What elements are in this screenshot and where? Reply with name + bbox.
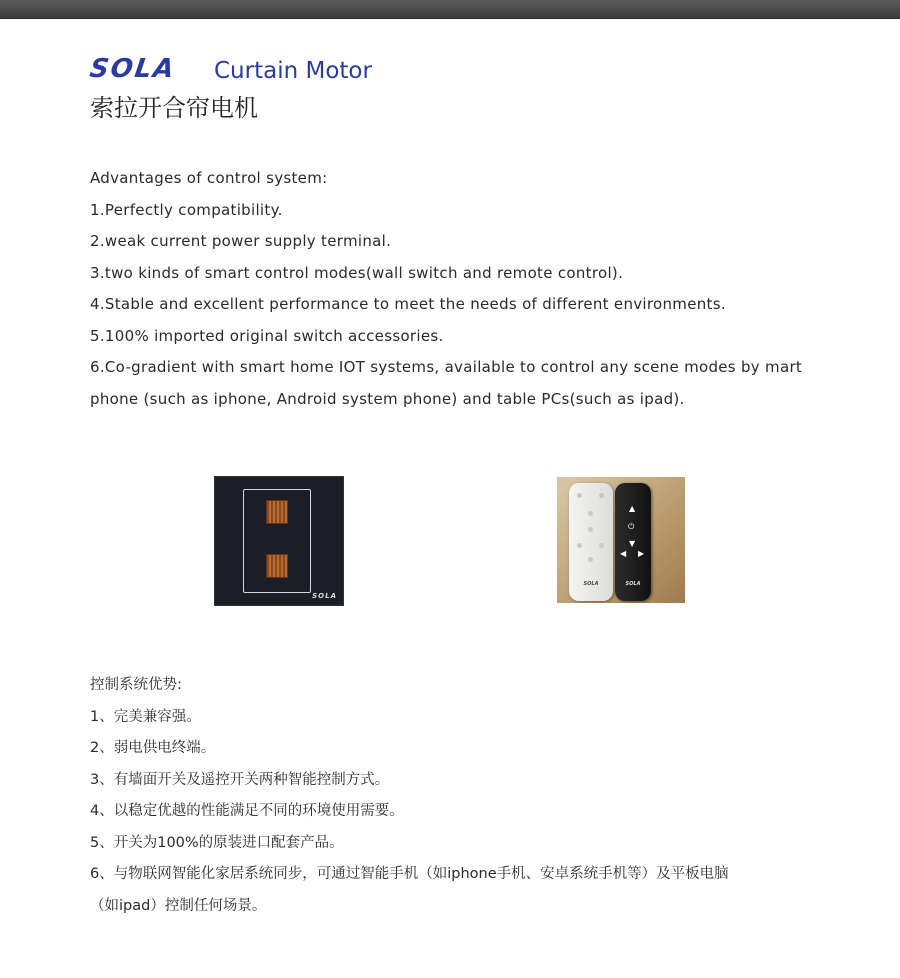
english-advantages-list: [90, 163, 810, 415]
remote-button: [588, 511, 593, 516]
remote-button: [599, 543, 604, 548]
sola-logo: SOLA: [87, 54, 178, 84]
remote-button: [577, 493, 582, 498]
down-arrow-icon: ▼: [629, 539, 636, 548]
switch-frame: [243, 489, 311, 593]
switch-logo: SOLA: [312, 592, 337, 600]
chinese-item-continued: （如ipad）控制任何场景。: [90, 897, 267, 914]
product-title-cn: 索拉开合帘电机: [90, 94, 258, 122]
chinese-item: 6、与物联网智能化家居系统同步，可通过智能手机（如iphone手机、安卓系统手机等）及平板电脑: [90, 866, 729, 882]
english-item: 2.weak current power supply terminal.: [90, 232, 392, 250]
chinese-item: 4、以稳定优越的性能满足不同的环境使用需要。: [90, 803, 404, 819]
close-curtain-key: [266, 554, 288, 578]
power-icon: ⏻: [628, 522, 635, 531]
top-bar: [0, 0, 900, 19]
chinese-item: 1、完美兼容强。: [90, 708, 201, 725]
left-arrow-icon: ◀: [620, 549, 627, 558]
remote-controls-image: [557, 477, 685, 603]
english-item: 6.Co-gradient with smart home IOT systems, available to control any scene modes by mart: [90, 358, 803, 376]
chinese-advantages-list: [90, 670, 850, 922]
chinese-item: 5、开关为100%的原装进口配套产品。: [90, 834, 344, 851]
chinese-heading: 控制系统优势:: [90, 677, 182, 693]
english-item: 3.two kinds of smart control modes(wall switch and remote control).: [90, 263, 624, 282]
remote-button: [599, 493, 604, 498]
wall-switch-image: [214, 476, 344, 606]
up-arrow-icon: ▲: [629, 504, 636, 513]
black-remote: [615, 483, 651, 601]
remote-button: [588, 557, 593, 562]
product-subtitle: Curtain Motor: [214, 58, 372, 84]
white-remote: [569, 483, 613, 601]
english-item: 1.Perfectly compatibility.: [90, 200, 283, 219]
right-arrow-icon: ▶: [638, 549, 645, 558]
chinese-item: 2、弱电供电终端。: [90, 740, 216, 756]
remote-button: [577, 543, 582, 548]
chinese-item: 3、有墙面开关及遥控开关两种智能控制方式。: [90, 771, 390, 788]
remote-button: [588, 527, 593, 532]
english-heading: Advantages of control system:: [90, 169, 328, 187]
open-curtain-key: [266, 500, 288, 524]
white-remote-logo: SOLA: [583, 581, 599, 587]
english-item-continued: phone (such as iphone, Android system phone) and table PCs(such as ipad).: [90, 389, 685, 408]
english-item: 4.Stable and excellent performance to meet the needs of different environments.: [90, 295, 726, 313]
black-remote-logo: SOLA: [625, 581, 641, 587]
english-item: 5.100% imported original switch accessories.: [90, 326, 444, 345]
